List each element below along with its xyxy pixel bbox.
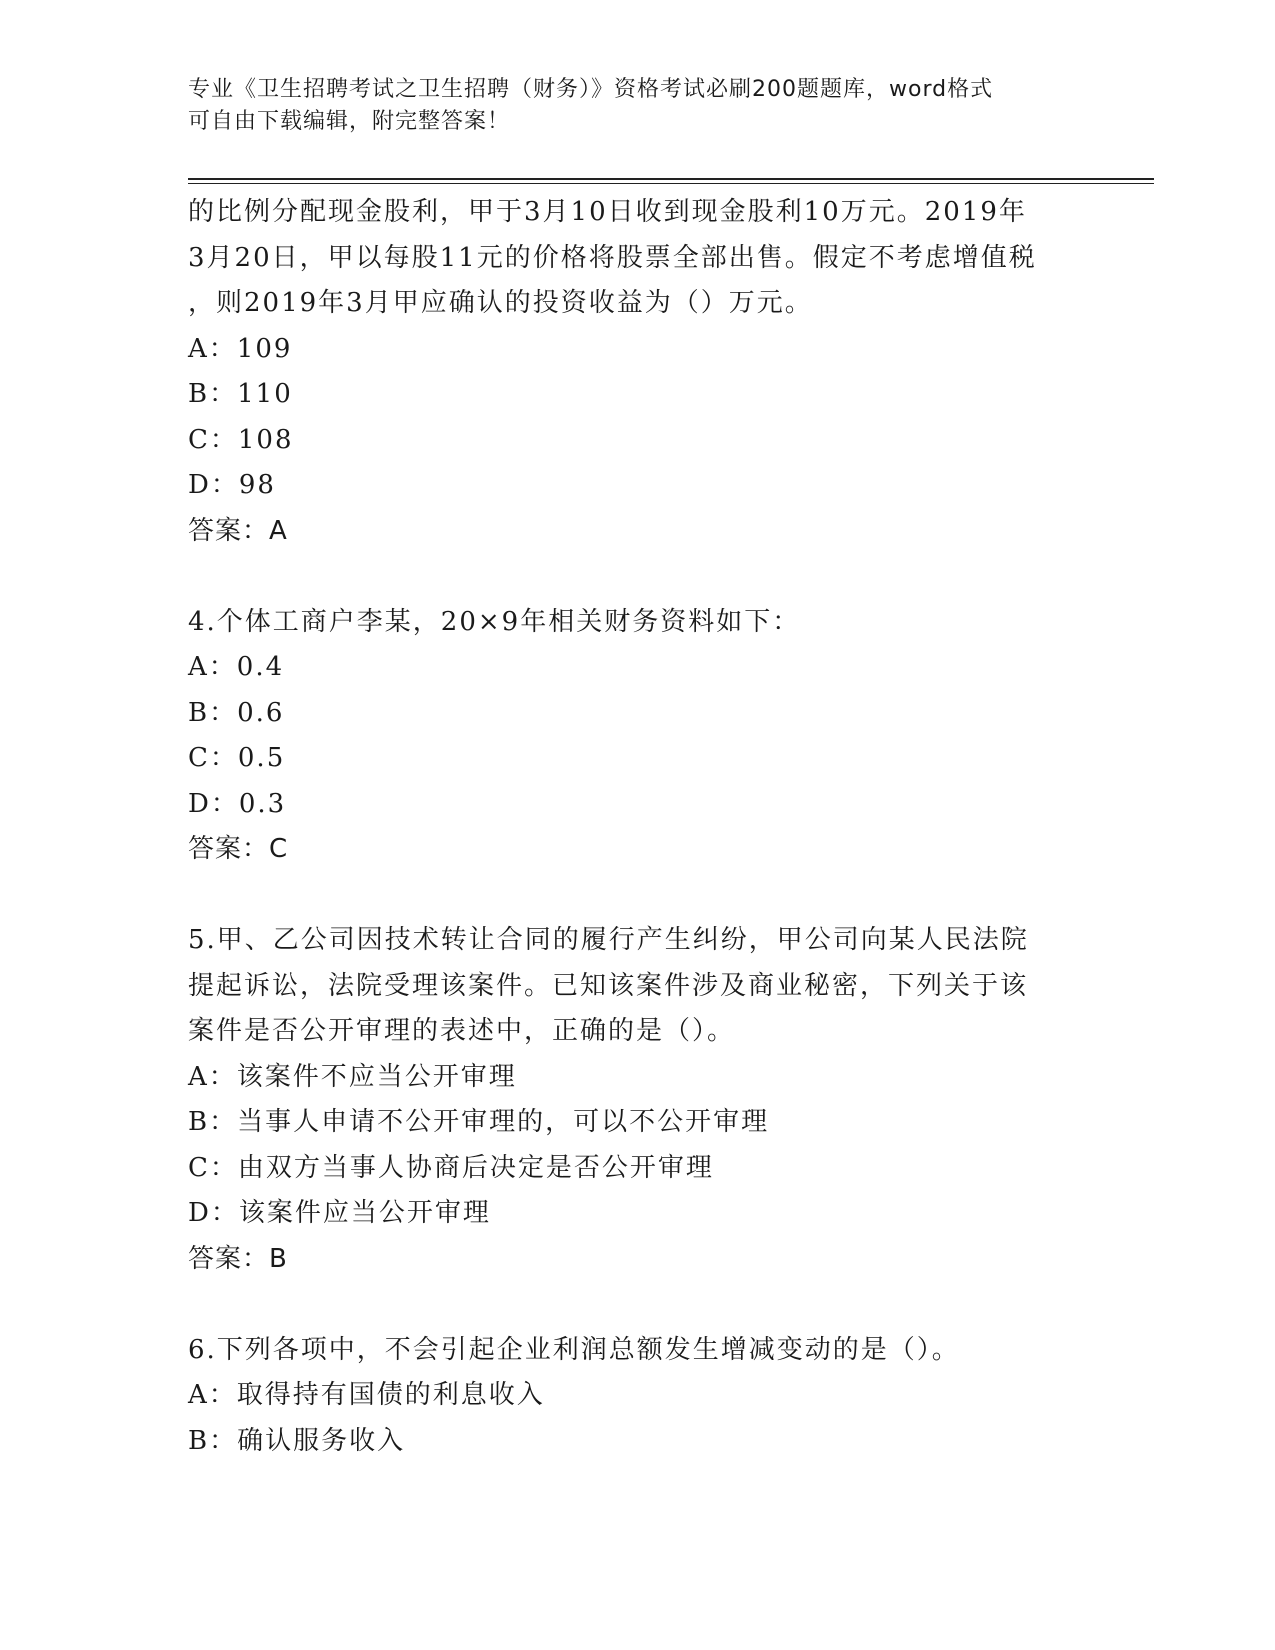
question-5-stem-line-3: 案件是否公开审理的表述中，正确的是（）。 [188, 1016, 736, 1046]
question-3-option-a: A：109 [188, 333, 293, 364]
question-3-option-c: C：108 [188, 424, 294, 455]
spacer [188, 1282, 1088, 1328]
question-3-stem-line-2: 3月20日，甲以每股11元的价格将股票全部出售。假定不考虑增值税 [188, 242, 1037, 273]
question-3-option-d: D：98 [188, 470, 276, 500]
document-body [188, 190, 1088, 1464]
question-4 [188, 600, 1088, 873]
header-title-line1: 专业《卫生招聘考试之卫生招聘（财务）》资格考试必刷200题题库，word格式 [188, 77, 994, 102]
question-3 [188, 190, 1088, 554]
question-6 [188, 1328, 1088, 1465]
header-rule-thin [188, 183, 1154, 184]
spacer [188, 554, 1088, 600]
spacer [188, 873, 1088, 919]
question-6-stem-line-1: 6.下列各项中，不会引起企业利润总额发生增减变动的是（）。 [188, 1334, 960, 1365]
question-3-answer: 答案：A [188, 515, 288, 546]
question-5-option-d: D：该案件应当公开审理 [188, 1198, 491, 1228]
question-5 [188, 918, 1088, 1282]
question-4-option-d: D：0.3 [188, 788, 287, 819]
question-5-stem-line-1: 5.甲、乙公司因技术转让合同的履行产生纠纷，甲公司向某人民法院 [188, 925, 1029, 955]
question-4-stem-line-1: 4.个体工商户李某，20×9年相关财务资料如下： [188, 606, 801, 637]
question-4-answer: 答案：C [188, 834, 289, 864]
header-rule-thick [188, 178, 1154, 180]
header-title-line2: 可自由下载编辑，附完整答案！ [188, 109, 511, 134]
question-5-stem-line-2: 提起诉讼，法院受理该案件。已知该案件涉及商业秘密，下列关于该 [188, 970, 1029, 1001]
question-5-option-b: B：当事人申请不公开审理的，可以不公开审理 [188, 1107, 770, 1137]
question-6-option-b: B：确认服务收入 [188, 1425, 406, 1456]
question-5-option-c: C：由双方当事人协商后决定是否公开审理 [188, 1152, 714, 1183]
question-3-stem-line-1: 的比例分配现金股利，甲于3月10日收到现金股利10万元。2019年 [188, 197, 1027, 227]
question-4-option-c: C：0.5 [188, 743, 286, 773]
question-4-option-b: B：0.6 [188, 697, 285, 728]
question-5-answer: 答案：B [188, 1243, 288, 1274]
question-5-option-a: A：该案件不应当公开审理 [188, 1061, 517, 1092]
question-6-option-a: A：取得持有国债的利息收入 [188, 1380, 545, 1410]
question-3-option-b: B：110 [188, 379, 293, 409]
question-4-option-a: A：0.4 [188, 652, 285, 682]
question-3-stem-line-3: ，则2019年3月甲应确认的投资收益为（）万元。 [188, 288, 813, 318]
document-header [188, 74, 1068, 138]
